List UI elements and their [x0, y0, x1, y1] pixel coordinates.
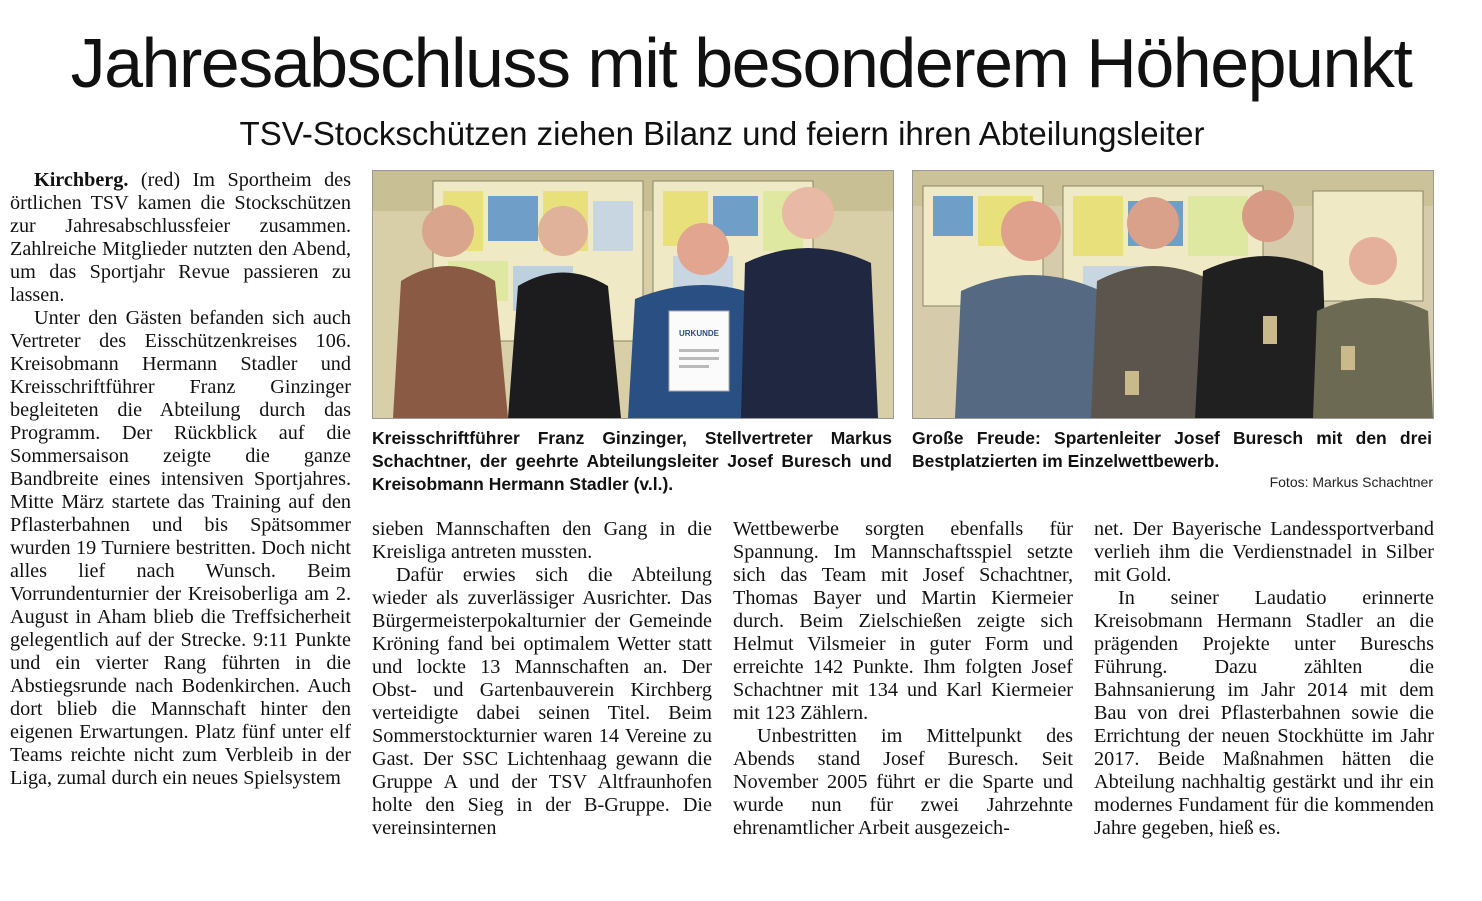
photo-credit: Fotos: Markus Schachtner — [1269, 474, 1433, 490]
article-paragraph: sieben Mannschaften den Gang in die Kreisliga antreten mussten. — [372, 518, 712, 563]
certificate-text: URKUNDE — [679, 329, 719, 338]
photo-winners-image — [913, 171, 1433, 418]
headline: Jahresabschluss mit besonderem Höhepunkt — [70, 24, 1412, 102]
dateline-place: Kirchberg. — [34, 169, 129, 191]
article-paragraph — [10, 169, 351, 307]
paragraph-text: (red) Im Sportheim des örtlichen TSV kamen die Stockschützen zur Jahresabschlussfeier zusammen. Zahlreiche Mitglieder nutzten den Abend, um das Sportjahr Revue passieren zu lassen. — [10, 169, 351, 306]
photo-award-ceremony — [372, 170, 894, 419]
article-paragraph: Wettbewerbe sorgten ebenfalls für Spannung. Im Mannschaftsspiel setzte sich das Team mit Josef Schachtner, Thomas Bayer und Martin Kiermeier durch. Beim Zielschießen zeigte sich Helmut Vilsmeier in guter Form und erreichte 142 Punkte. Ihm folgten Josef Schachtner mit 134 und Karl Kiermeier mit 123 Zählern. — [733, 518, 1073, 724]
photo-winners — [912, 170, 1434, 419]
photo1-caption: Kreisschriftführer Franz Ginzinger, Stellvertreter Markus Schachtner, der geehrte Abteilungsleiter Josef Buresch und Kreisobmann Hermann Stadler (v.l.). — [372, 428, 892, 494]
article-column-2 — [372, 518, 712, 840]
article-paragraph: Dafür erwies sich die Abteilung wieder als zuverlässiger Ausrichter. Das Bürgermeisterpokalturnier der Gemeinde Kröning fand bei optimalem Wetter statt und lockte 13 Mannschaften an. Der Obst- und Gartenbauverein Kirchberg verteidigte dabei seinen Titel. Beim Sommerstockturnier waren 14 Vereine zu Gast. Der SSC Lichtenhaag gewann die Gruppe A und der TSV Altfraunhofen holte den Sieg in der B-Gruppe. Die vereinsinternen — [372, 564, 712, 839]
photo-award-ceremony-image — [373, 171, 893, 418]
article-column-3 — [733, 518, 1073, 840]
article-column-4 — [1094, 518, 1434, 840]
article-paragraph: Unbestritten im Mittelpunkt des Abends stand Josef Buresch. Seit November 2005 führt er die Sparte und wurde nun für zwei Jahrzehnte ehrenamtlicher Arbeit ausgezeich- — [733, 725, 1073, 839]
article-column-1 — [10, 169, 351, 790]
subheadline: TSV-Stockschützen ziehen Bilanz und feiern ihren Abteilungsleiter — [239, 115, 1205, 152]
article-paragraph: net. Der Bayerische Landessportverband verlieh ihm die Verdienstnadel in Silber mit Gold. — [1094, 518, 1434, 586]
article-paragraph: In seiner Laudatio erinnerte Kreisobmann Hermann Stadler an die prägenden Projekte unter Bureschs Führung. Dazu zählten die Bahnsanierung im Jahr 2014 mit dem Bau von drei Pflasterbahnen sowie die Errichtung der neuen Stockhütte im Jahr 2017. Beide Maßnahmen hätten die Abteilung nachhaltig gestärkt und ihr ein modernes Fundament für die kommenden Jahre gegeben, hieß es. — [1094, 587, 1434, 839]
photo2-caption: Große Freude: Spartenleiter Josef Buresch mit den drei Bestplatzierten im Einzelwettbewerb. — [912, 428, 1432, 471]
article-paragraph: Unter den Gästen befanden sich auch Vertreter des Eisschützenkreises 106. Kreisobmann Hermann Stadler und Kreisschriftführer Franz Ginzinger begleiteten die Abteilung durch das Programm. Der Rückblick auf die Sommersaison zeigte die ganze Bandbreite eines intensiven Sportjahres. Mitte März startete das Training auf den Pflasterbahnen und bis Spätsommer wurden 19 Turniere bestritten. Doch nicht alles lief nach Wunsch. Beim Vorrundenturnier der Kreisoberliga am 2. August in Aham blieb die Treffsicherheit gelegentlich auf der Strecke. 9:11 Punkte und ein vierter Rang führten in die Abstiegsrunde nach Bodenkirchen. Auch dort blieb die Mannschaft hinter den eigenen Erwartungen. Platz fünf unter elf Teams reichte nicht zum Verbleib in der Liga, zumal durch ein neues Spielsystem — [10, 307, 351, 789]
